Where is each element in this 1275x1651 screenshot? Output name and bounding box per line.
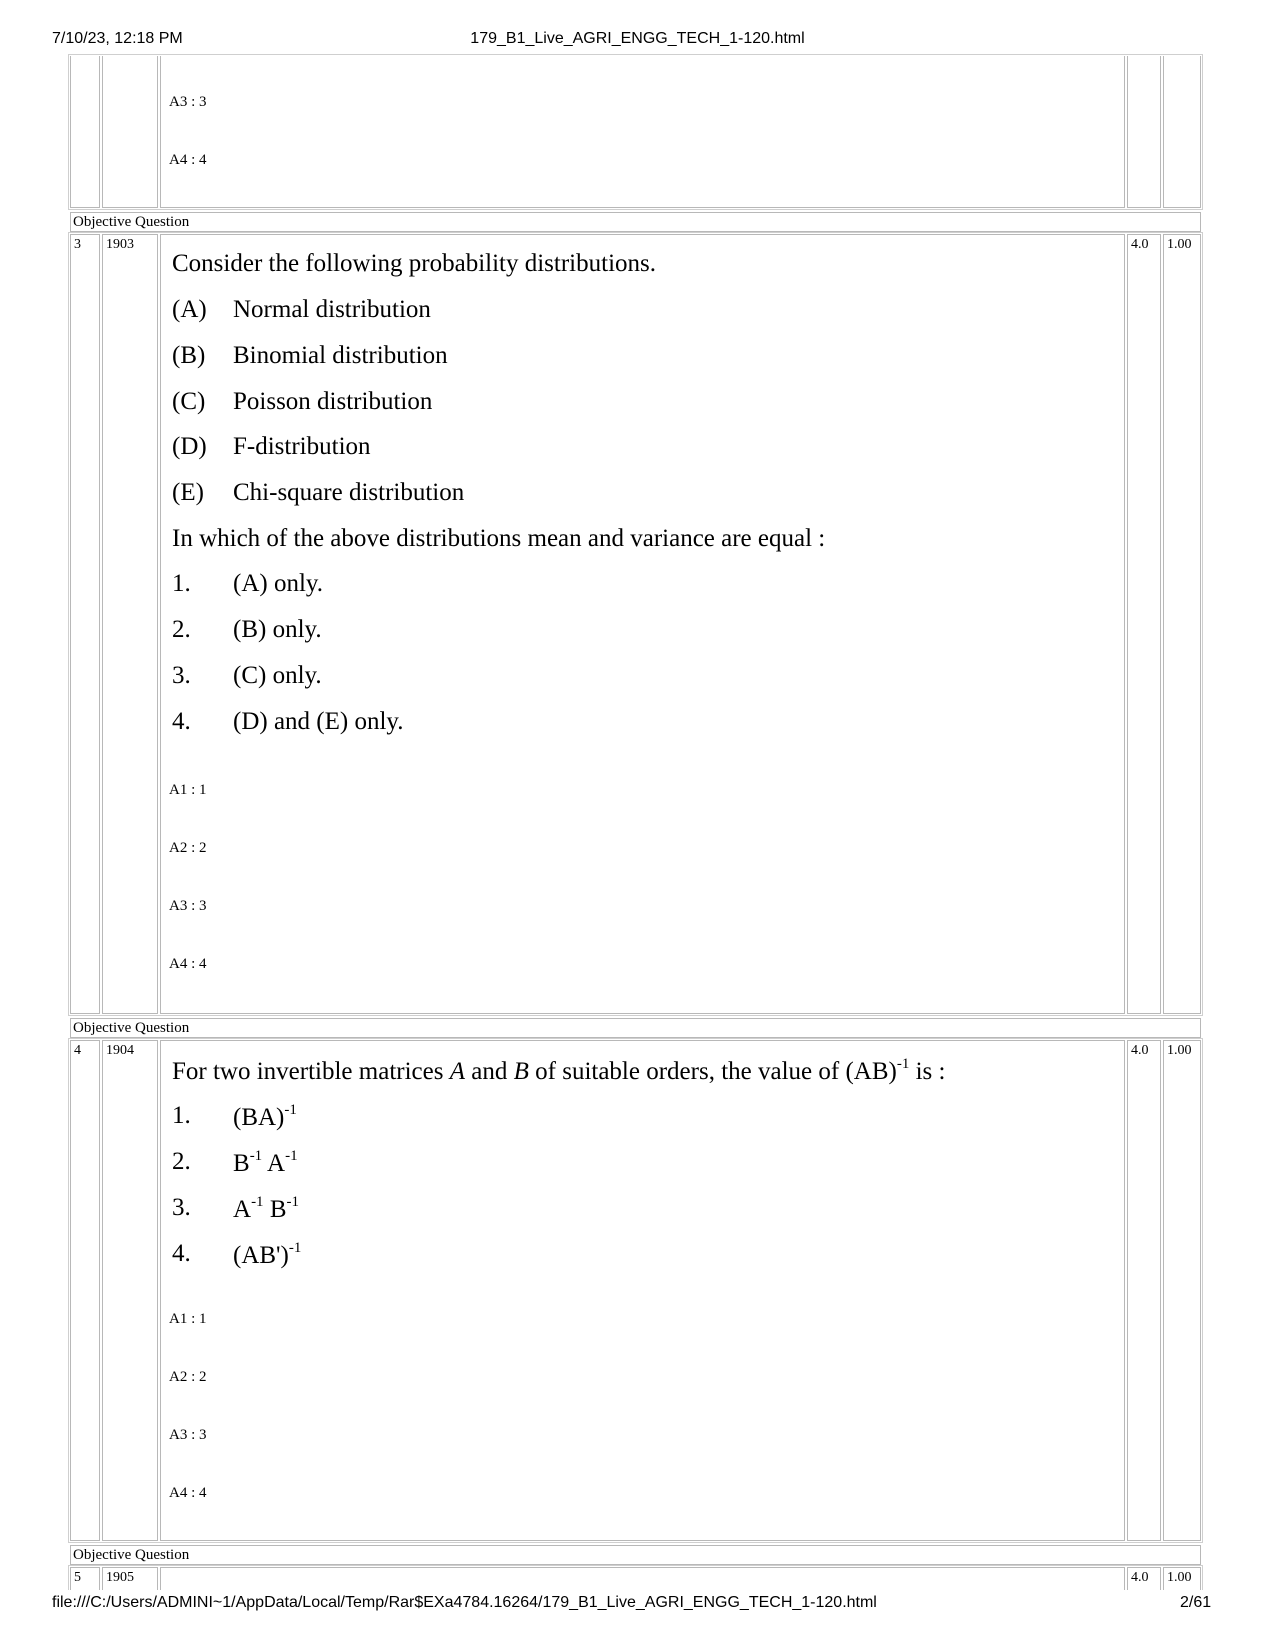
question-stem: For two invertible matrices A and B of suitable orders, the value of (AB)$^{-1}$ is : xyxy=(172,1056,946,1085)
answer-option: A4 : 4 xyxy=(169,1485,207,1501)
marks-cell xyxy=(1127,1040,1161,1541)
negative-marks-cell xyxy=(1163,1040,1201,1541)
question-id-cell xyxy=(102,1567,158,1590)
answer-option: A4 : 4 xyxy=(169,152,207,168)
question-id: 1904 xyxy=(106,1043,134,1058)
negative-marks-cell xyxy=(1163,234,1201,1014)
marks: 4.0 xyxy=(1131,1570,1149,1585)
question-id: 1905 xyxy=(106,1570,134,1585)
print-title: 179_B1_Live_AGRI_ENGG_TECH_1-120.html xyxy=(470,30,805,47)
question-body xyxy=(160,1567,1125,1590)
serial-cell xyxy=(70,1040,100,1541)
serial-cell xyxy=(70,1567,100,1590)
question-body xyxy=(160,1040,1125,1541)
marks: 4.0 xyxy=(1131,1043,1149,1058)
serial-number: 3 xyxy=(74,237,81,252)
answer-option: A1 : 1 xyxy=(169,1311,207,1327)
answer-option: A3 : 3 xyxy=(169,898,207,914)
print-file-path: file:///C:/Users/ADMINI~1/AppData/Local/Temp/Rar$EXa4784.16264/179_B1_Live_AGRI_ENGG_TECH_1-120.html xyxy=(52,1594,877,1611)
serial-number: 5 xyxy=(74,1570,81,1585)
question-ask: In which of the above distributions mean and variance are equal : xyxy=(172,525,826,552)
print-datetime: 7/10/23, 12:18 PM xyxy=(52,30,183,47)
page-number: 2/61 xyxy=(1180,1594,1212,1611)
marks-cell xyxy=(1127,234,1161,1014)
marks: 4.0 xyxy=(1131,237,1149,252)
negative-marks-cell xyxy=(1163,1567,1201,1590)
question-id-cell xyxy=(102,1040,158,1541)
negative-marks: 1.00 xyxy=(1167,1570,1192,1585)
question-type-label: Objective Question xyxy=(70,1018,1201,1038)
serial-cell xyxy=(70,234,100,1014)
question-stem: Consider the following probability distributions. xyxy=(172,250,656,277)
negative-marks: 1.00 xyxy=(1167,237,1192,252)
answer-option: A1 : 1 xyxy=(169,782,207,798)
question-type-label: Objective Question xyxy=(70,1545,1201,1565)
question-id: 1903 xyxy=(106,237,134,252)
serial-number: 4 xyxy=(74,1043,81,1058)
answer-option: A2 : 2 xyxy=(169,840,207,856)
answer-option: A2 : 2 xyxy=(169,1369,207,1385)
answer-option: A3 : 3 xyxy=(169,1427,207,1443)
marks-cell xyxy=(1127,1567,1161,1590)
question-id-cell xyxy=(102,234,158,1014)
answer-option: A3 : 3 xyxy=(169,94,207,110)
question-type-label: Objective Question xyxy=(70,212,1201,232)
answer-option: A4 : 4 xyxy=(169,956,207,972)
negative-marks: 1.00 xyxy=(1167,1043,1192,1058)
